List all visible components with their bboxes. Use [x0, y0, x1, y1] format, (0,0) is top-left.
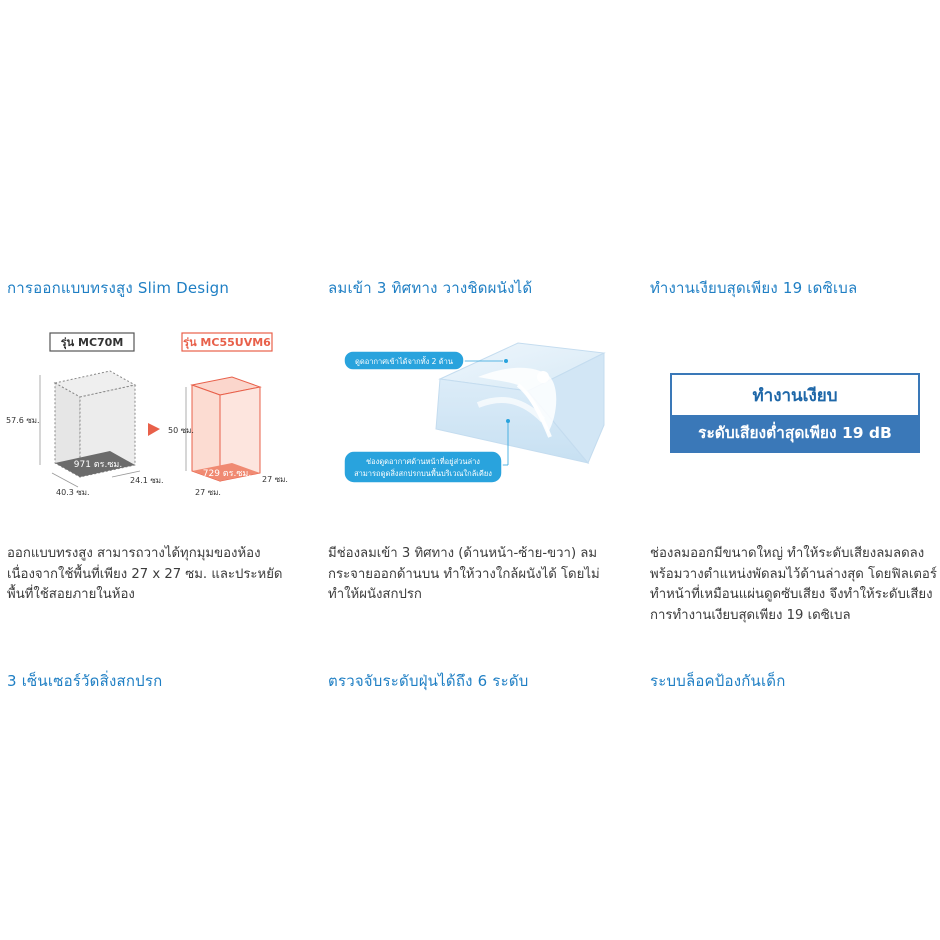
- callout-bottom-dot: [506, 419, 510, 423]
- new-footprint-label: 729 ตร.ซม.: [202, 469, 252, 479]
- quiet-badge: [670, 373, 920, 453]
- callout-bottom-text-line2: สามารถดูดสิ่งสกปรกบนพื้นบริเวณใกล้เคียง: [354, 469, 492, 478]
- description-line: ทำให้ผนังสกปรก: [328, 587, 422, 602]
- old-depth-label: 24.1 ซม.: [130, 476, 164, 485]
- description-line: พื้นที่ใช้สอยภายในห้อง: [7, 587, 135, 602]
- quiet-description: [650, 544, 938, 626]
- quiet-badge-title: ทำงานเงียบ: [752, 386, 838, 406]
- old-footprint-label: 971 ตร.ซม.: [73, 460, 123, 470]
- comparison-arrow-icon: [148, 423, 160, 436]
- description-line: เนื่องจากใช้พื้นที่เพียง 27 x 27 ซม. และประหยัด: [7, 566, 283, 582]
- description-line: การทำงานเงียบสุดเพียง 19 เดซิเบล: [650, 607, 851, 623]
- description-line: ออกแบบทรงสูง สามารถวางได้ทุกมุมของห้อง: [7, 546, 261, 561]
- old-height-label: 57.6 ซม.: [6, 416, 40, 425]
- callout-top-text: ดูดอากาศเข้าได้จากทั้ง 2 ด้าน: [354, 357, 454, 366]
- description-line: กระจายออกด้านบน ทำให้วางใกล้ผนังได้ โดยไม่: [328, 566, 600, 582]
- new-model-label: รุ่น MC55UVM6: [183, 336, 271, 349]
- slim-design-heading: การออกแบบทรงสูง Slim Design: [7, 279, 230, 297]
- description-line: พร้อมวางตำแหน่งพัดลมไว้ด้านล่างสุด โดยฟิลเตอร์: [650, 566, 937, 582]
- description-line: มีช่องลมเข้า 3 ทิศทาง (ด้านหน้า-ซ้าย-ขวา) ลม: [328, 546, 598, 561]
- old-model-label: รุ่น MC70M: [60, 336, 124, 349]
- callout-top-dot: [504, 359, 508, 363]
- callout-bottom-text-line1: ช่องดูดอากาศด้านหน้าที่อยู่ส่วนล่าง: [366, 457, 480, 466]
- description-line: ช่องลมออกมีขนาดใหญ่ ทำให้ระดับเสียงลมลดลง: [650, 546, 925, 561]
- new-height-label: 50 ซม.: [168, 426, 194, 435]
- dust-level-heading: ตรวจจับระดับฝุ่นได้ถึง 6 ระดับ: [328, 672, 529, 690]
- slim-design-figure: [0, 325, 310, 505]
- airflow-description: [328, 544, 624, 606]
- dirt-sensor-heading: 3 เซ็นเซอร์วัดสิ่งสกปรก: [7, 672, 163, 690]
- airflow-figure: [328, 325, 628, 505]
- child-lock-heading: ระบบล็อคป้องกันเด็ก: [650, 672, 786, 690]
- airflow-heading: ลมเข้า 3 ทิศทาง วางชิดผนังได้: [328, 279, 533, 297]
- new-width-label: 27 ซม.: [195, 488, 221, 497]
- new-model-box: [192, 377, 260, 481]
- quiet-badge-subtitle: ระดับเสียงต่ำสุดเพียง 19 dB: [672, 415, 918, 451]
- quiet-heading: ทำงานเงียบสุดเพียง 19 เดซิเบล: [650, 279, 858, 297]
- callout-bottom-box: [344, 451, 502, 483]
- old-width-line: [52, 473, 78, 487]
- description-line: ทำหน้าที่เหมือนแผ่นดูดซับเสียง จึงทำให้ระดับเสียง: [650, 587, 933, 602]
- slim-design-description: [7, 544, 303, 606]
- old-width-label: 40.3 ซม.: [56, 488, 90, 497]
- new-depth-label: 27 ซม.: [262, 475, 288, 484]
